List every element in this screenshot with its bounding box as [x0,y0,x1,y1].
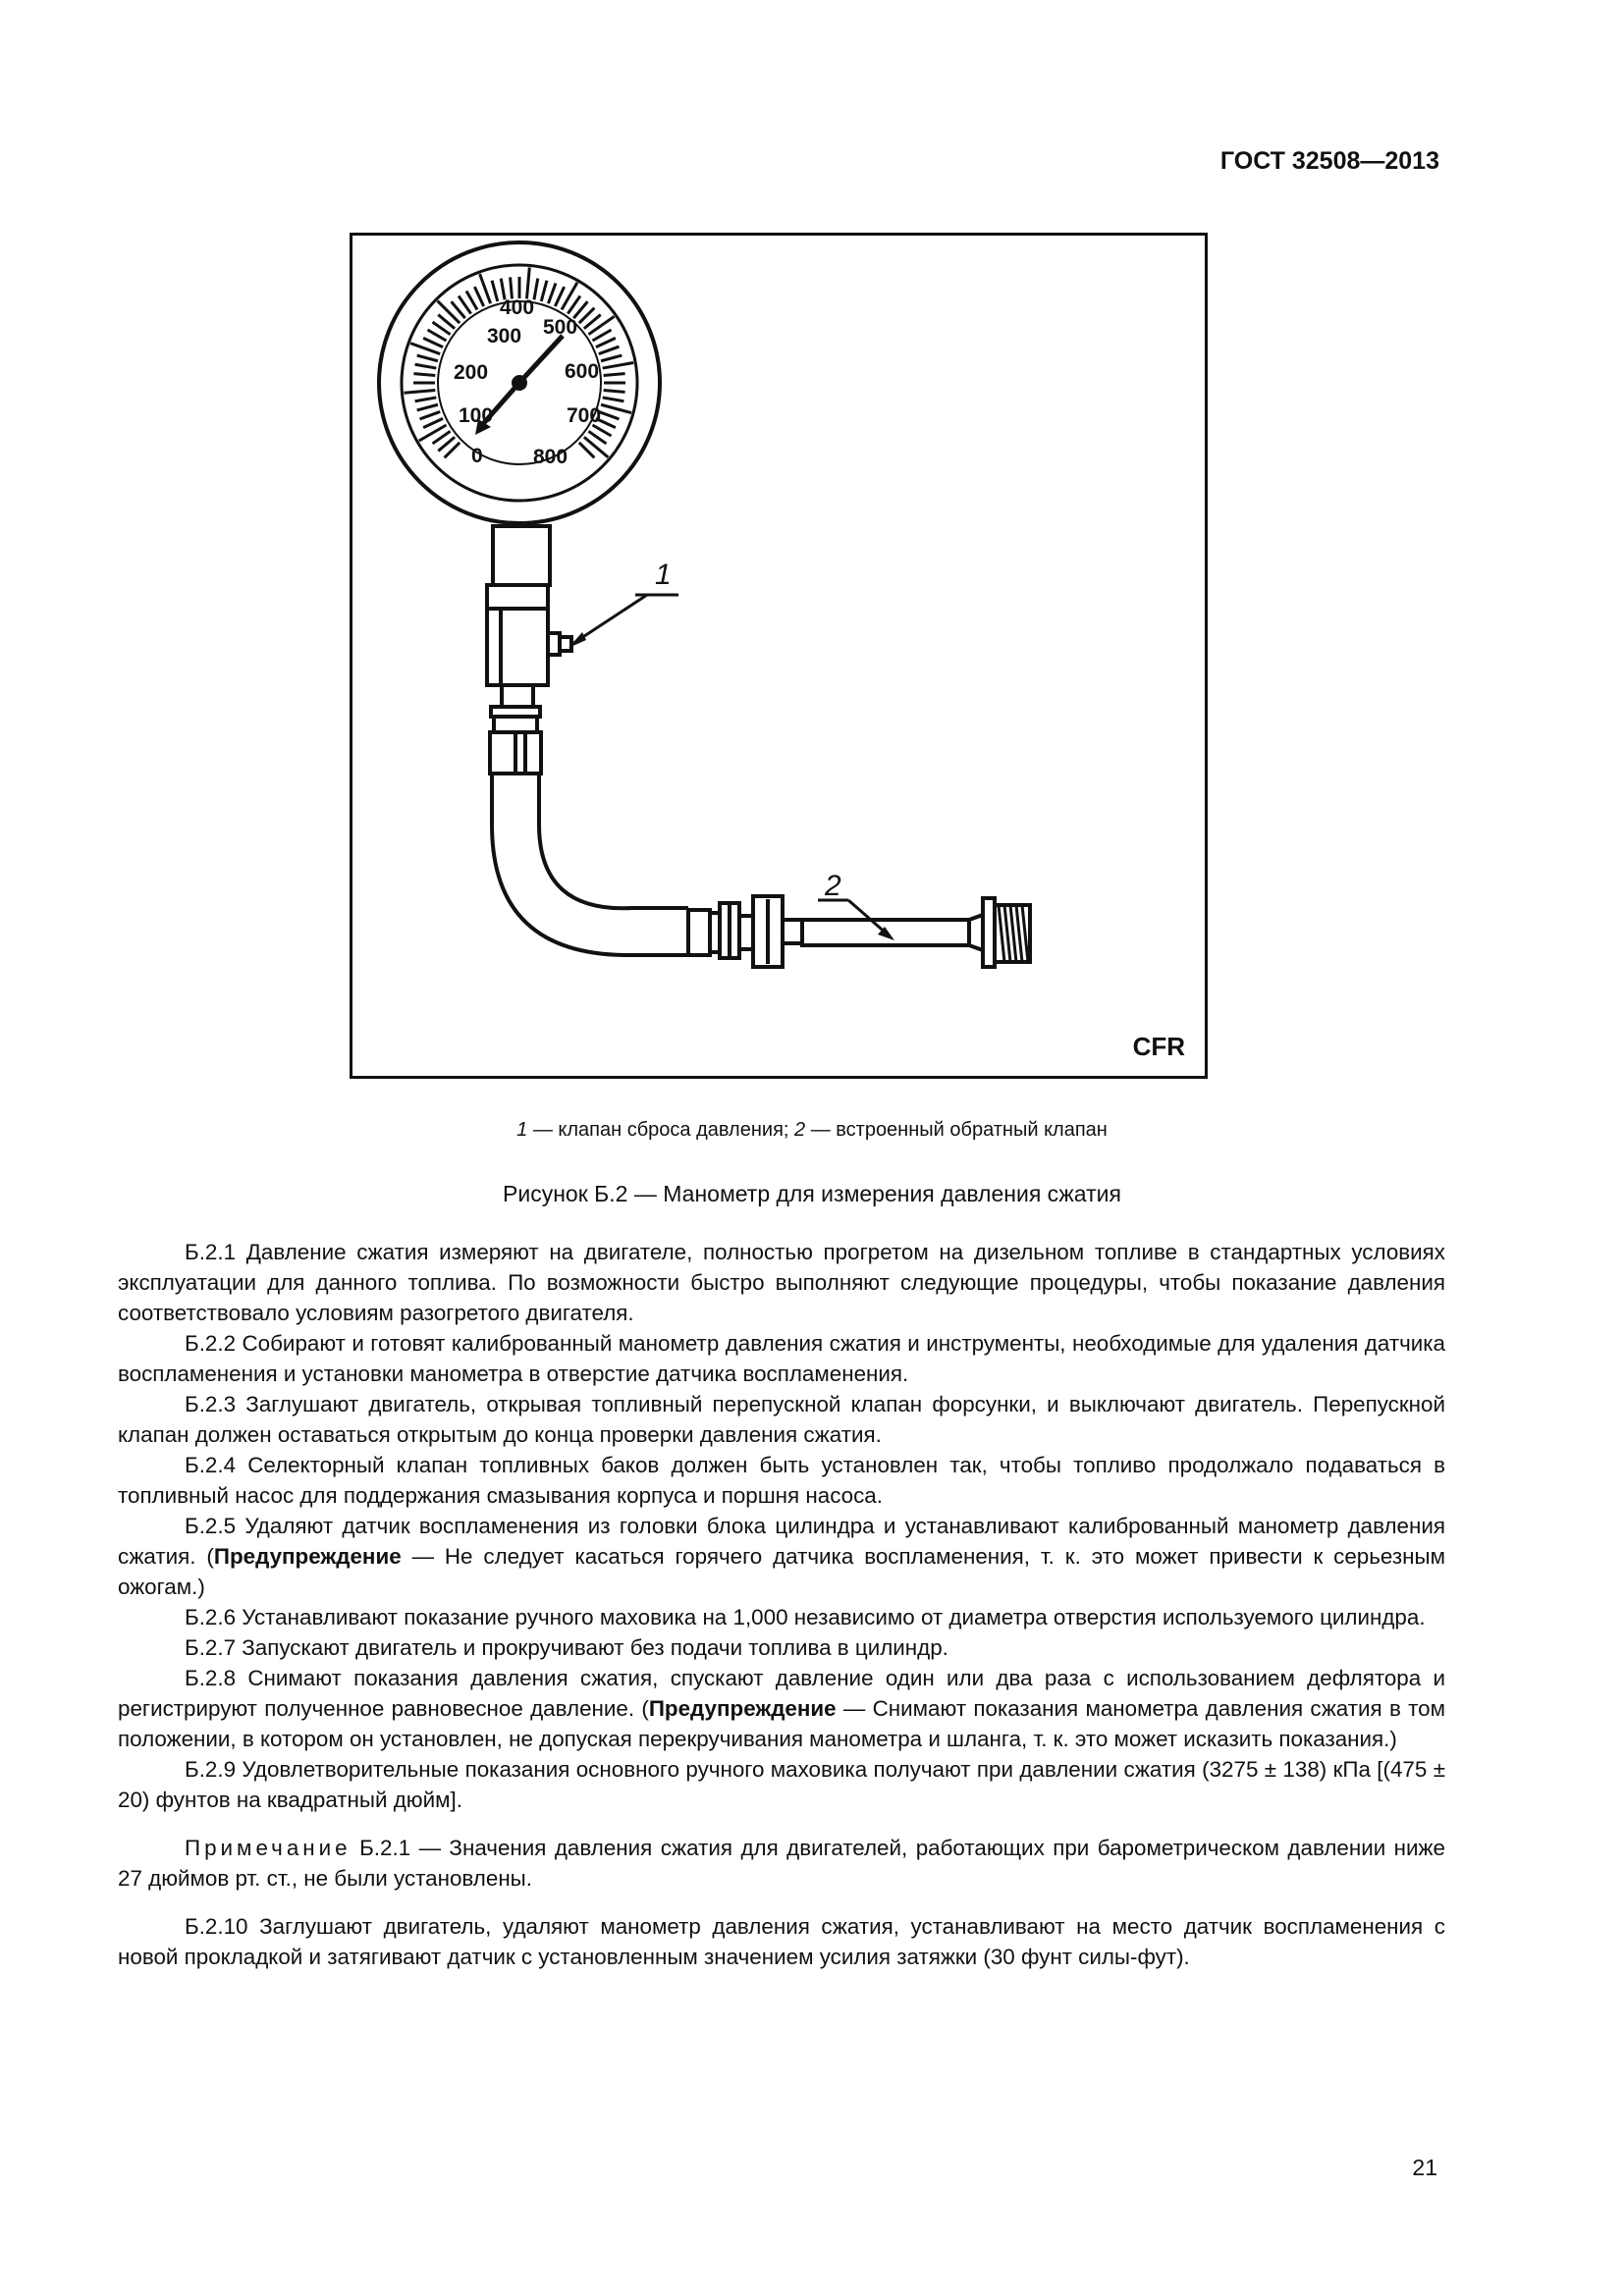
warning-label: Предупреждение [213,1544,402,1569]
gauge-tick [604,390,625,392]
legend-item-1-number: 1 [516,1119,528,1141]
gauge-label-700: 700 [567,404,602,427]
paragraph-b2-5-text: Б.2.5 Удаляют датчик воспламенения из головки блока цилиндра и устанавливают калиброванный манометр давления сжатия. ( [118,1514,1445,1569]
body-text [118,1237,1445,1972]
document-header: ГОСТ 32508—2013 [1219,147,1439,175]
paragraph-b2-3: Б.2.3 Заглушают двигатель, открывая топливный перепускной клапан форсунки, и выключают двигатель. Перепускной клапан должен оставаться открытым до конца проверки давления сжатия. [118,1392,1445,1447]
paragraph-b2-5 [118,1511,1445,1602]
gauge-dial [379,242,660,523]
gauge-label-300: 300 [487,325,522,347]
cfr-logo: CFR [1132,1032,1185,1061]
paragraph-b2-8 [118,1663,1445,1754]
gauge-tick [413,374,435,376]
note-label: Примечание [185,1836,352,1860]
paragraph-b2-8-warning: — Снимают показания манометра давления сжатия в том положении, в котором он установлен, не допуская перекручивания манометра и шланга, т. к. это может исказить показания.) [118,1696,1445,1751]
paragraph-b2-8-text: Б.2.8 Снимают показания давления сжатия, спускают давление один или два раза с использованием дефлятора и регистрируют полученное равновесное давление. ( [118,1666,1445,1721]
legend-item-2-text: — встроенный обратный клапан [805,1119,1108,1141]
hose-fittings [688,896,1030,967]
gauge-tick [604,374,625,376]
gauge-label-100: 100 [459,404,494,427]
paragraph-b2-10: Б.2.10 Заглушают двигатель, удаляют манометр давления сжатия, устанавливают на место датчик воспламенения с новой прокладкой и затягивают датчик с установленным значением усилия затяжки (30 фунт силы-фут). [118,1914,1445,1969]
paragraph-b2-9: Б.2.9 Удовлетворительные показания основного ручного маховика получают при давлении сжатия (3275 ± 138) кПа [(475 ± 20) фунтов на квадратный дюйм]. [118,1757,1445,1812]
gauge-label-200: 200 [454,361,489,384]
paragraph-b2-5-warning: — Не следует касаться горячего датчика воспламенения, т. к. это может привести к серьезным ожогам.) [118,1544,1446,1599]
paragraph-b2-7: Б.2.7 Запускают двигатель и прокручивают без подачи топлива в цилиндр. [185,1635,948,1660]
paragraph-b2-2: Б.2.2 Собирают и готовят калиброванный манометр давления сжатия и инструменты, необходимые для удаления датчика воспламенения и установки манометра в отверстие датчика воспламенения. [118,1331,1445,1386]
gauge-label-600: 600 [565,360,600,383]
note-text: Б.2.1 — Значения давления сжатия для двигателей, работающих при барометрическом давлении ниже 27 дюймов рт. ст., не были установлены. [118,1836,1445,1891]
warning-label: Предупреждение [648,1696,837,1721]
legend-item-1-text: — клапан сброса давления; [527,1119,795,1141]
figure-caption: Рисунок Б.2 — Манометр для измерения давления сжатия [503,1181,1121,1206]
figure-pressure-gauge [350,233,1208,1079]
gauge-label-0: 0 [471,445,483,467]
callout-1-label: 1 [655,559,672,591]
gauge-label-800: 800 [533,446,568,468]
paragraph-b2-1: Б.2.1 Давление сжатия измеряют на двигателе, полностью прогретом на дизельном топливе в стандартных условиях эксплуатации для данного топлива. По возможности быстро выполняют следующие процедуры, чтобы показание давления соответствовало условиям разогретого двигателя. [118,1240,1445,1325]
legend-item-2-number: 2 [794,1119,806,1141]
callout-1 [568,559,678,648]
gauge-illustration [352,236,1205,1076]
gauge-fittings [487,526,571,774]
paragraph-b2-6: Б.2.6 Устанавливают показание ручного маховика на 1,000 независимо от диаметра отверстия используемого цилиндра. [185,1605,1426,1629]
gauge-label-500: 500 [543,316,578,339]
callout-2-label: 2 [825,870,841,902]
page-number: 21 [1412,2155,1437,2180]
figure-legend [0,1119,1624,1142]
note-b2-1 [118,1833,1445,1894]
gauge-label-400: 400 [500,296,535,319]
paragraph-b2-4: Б.2.4 Селекторный клапан топливных баков должен быть установлен так, чтобы топливо продолжало подаваться в топливный насос для поддержания смазывания корпуса и поршня насоса. [118,1453,1445,1508]
